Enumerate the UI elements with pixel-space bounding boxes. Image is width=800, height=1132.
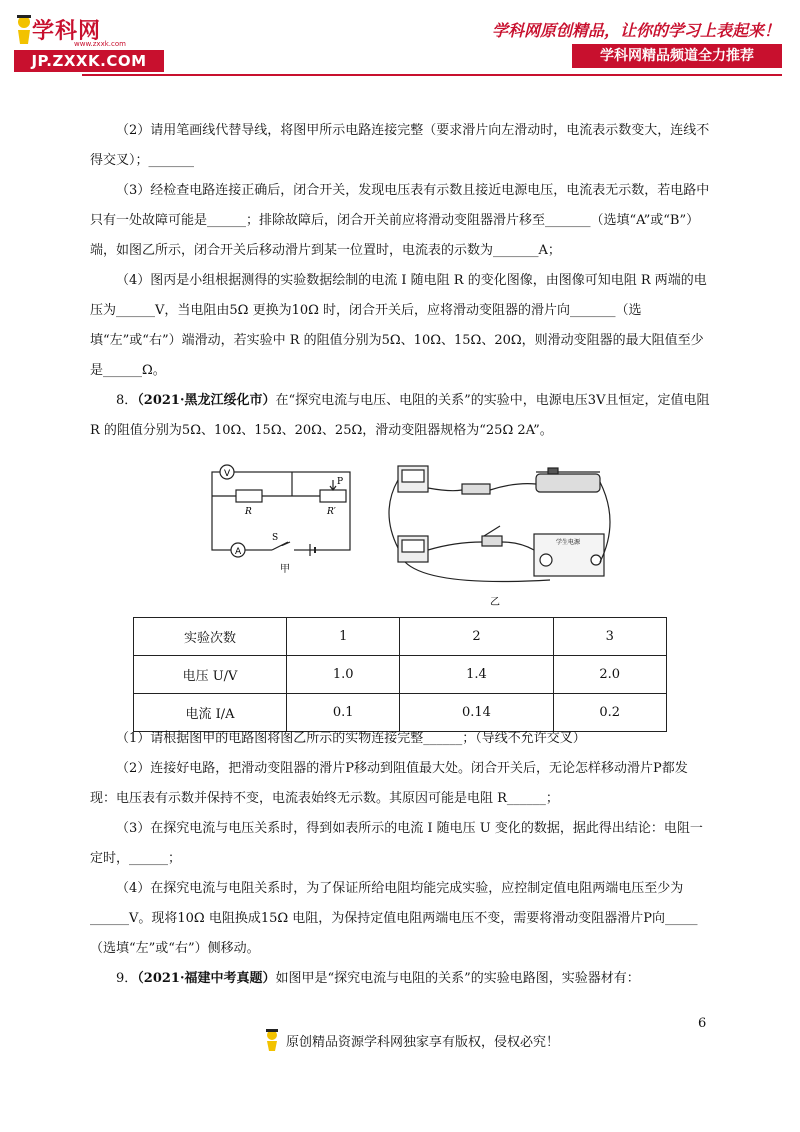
table-header-row bbox=[134, 618, 667, 656]
question-7-continued bbox=[90, 116, 710, 446]
logo-title: 学科网 bbox=[32, 19, 102, 44]
subquestion-7-3: （3）经检查电路连接正确后，闭合开关，发现电压表有示数且接近电源电压，电流表无示数，若电路中只有一处故障可能是______；排除故障后，闭合开关前应将滑动变阻器滑片移至_______（选填“A”或“B”）端，如图乙所示，闭合开关后移动滑片到某一位置时，电流表的示数为_______A； bbox=[90, 183, 710, 258]
table-cell: 0.1 bbox=[287, 694, 400, 732]
question-8-subquestions bbox=[90, 724, 710, 994]
footer bbox=[262, 1028, 559, 1052]
switch-label: S bbox=[272, 533, 279, 543]
slider-label: P bbox=[337, 477, 344, 487]
resistor-label: R bbox=[245, 507, 252, 517]
rheostat-label: R′ bbox=[327, 507, 336, 517]
table-cell: 3 bbox=[553, 618, 666, 656]
question-source: （2021·福建中考真题） bbox=[137, 971, 276, 986]
apparatus-figure bbox=[389, 466, 610, 582]
circuit-figures bbox=[200, 462, 620, 612]
mascot-icon bbox=[14, 14, 34, 46]
question-8-stem bbox=[90, 386, 710, 446]
table-cell: 2 bbox=[400, 618, 553, 656]
table-cell: 1 bbox=[287, 618, 400, 656]
question-text: 如图甲是“探究电流与电阻的关系”的实验电路图，实验器材有： bbox=[275, 971, 640, 986]
subquestion-8-3: （3）在探究电流与电压关系时，得到如表所示的电流 I 随电压 U 变化的数据，据此得出结论：电阻一定时，______； bbox=[90, 821, 703, 866]
power-supply-label: 学生电源 bbox=[556, 539, 581, 546]
site-logo bbox=[14, 14, 164, 72]
logo-url: www.zxxk.com bbox=[74, 40, 126, 48]
question-9-stem bbox=[90, 964, 710, 994]
data-table bbox=[133, 617, 667, 732]
table-cell: 电流 I/A bbox=[134, 694, 287, 732]
header-slogan: 学科网原创精品，让你的学习上表起来！ bbox=[491, 21, 780, 40]
voltmeter-label: V bbox=[224, 469, 231, 479]
question-source: （2021·黑龙江绥化市） bbox=[137, 393, 276, 408]
table-cell: 电压 U/V bbox=[134, 656, 287, 694]
page-number: 6 bbox=[698, 1016, 707, 1031]
mascot-icon bbox=[262, 1028, 282, 1052]
logo-domain: JP.ZXXK.COM bbox=[14, 50, 164, 72]
header-divider bbox=[82, 74, 782, 76]
figure-a-label: 甲 bbox=[280, 564, 290, 575]
subquestion-8-2: （2）连接好电路，把滑动变阻器的滑片P移动到阻值最大处。闭合开关后，无论怎样移动滑片P都发现：电压表有示数并保持不变，电流表始终无示数。其原因可能是电阻 R______； bbox=[90, 761, 688, 806]
figure-b-label: 乙 bbox=[490, 597, 500, 608]
table-cell: 2.0 bbox=[553, 656, 666, 694]
subquestion-7-4: （4）图丙是小组根据测得的实验数据绘制的电流 I 随电阻 R 的变化图像，由图像可知电阻 R 两端的电压为______V，当电阻由5Ω 更换为10Ω 时，闭合开关后，应将滑动变阻器的滑片向_______（选填“左”或“右”）端滑动，若实验中 R 的阻值分别为5Ω、10Ω、15Ω、20Ω，则滑动变阻器的最大阻值至少是______Ω。 bbox=[90, 273, 707, 378]
table-cell: 实验次数 bbox=[134, 618, 287, 656]
copyright-notice: 原创精品资源学科网独家享有版权，侵权必究！ bbox=[286, 1034, 560, 1050]
question-text: 在“探究电流与电压、电阻的关系”的实验中，电源电压3V且恒定，定值电阻 R 的阻值分别为5Ω、10Ω、15Ω、20Ω、25Ω，滑动变阻器规格为“25Ω 2A”。 bbox=[90, 393, 710, 438]
question-number: 9． bbox=[116, 971, 138, 986]
table-cell: 1.0 bbox=[287, 656, 400, 694]
table-row bbox=[134, 656, 667, 694]
subquestion-7-2: （2）请用笔画线代替导线，将图甲所示电路连接完整（要求滑片向左滑动时，电流表示数变大，连线不得交叉）；_______ bbox=[90, 123, 710, 168]
question-number: 8． bbox=[116, 393, 138, 408]
subquestion-8-4: （4）在探究电流与电阻关系时，为了保证所给电阻均能完成实验，应控制定值电阻两端电压至少为______V。现将10Ω 电阻换成15Ω 电阻，为保持定值电阻两端电压不变，需要将滑动变阻器滑片P向_____（选填“左”或“右”）侧移动。 bbox=[90, 881, 698, 956]
header-recommend-badge: 学科网精品频道全力推荐 bbox=[572, 44, 782, 68]
table-cell: 0.2 bbox=[553, 694, 666, 732]
table-cell: 0.14 bbox=[400, 694, 553, 732]
table-cell: 1.4 bbox=[400, 656, 553, 694]
ammeter-label: A bbox=[235, 547, 242, 557]
subquestion-8-1: （1）请根据图甲的电路图将图乙所示的实物连接完整______；（导线不允许交叉） bbox=[116, 731, 586, 746]
